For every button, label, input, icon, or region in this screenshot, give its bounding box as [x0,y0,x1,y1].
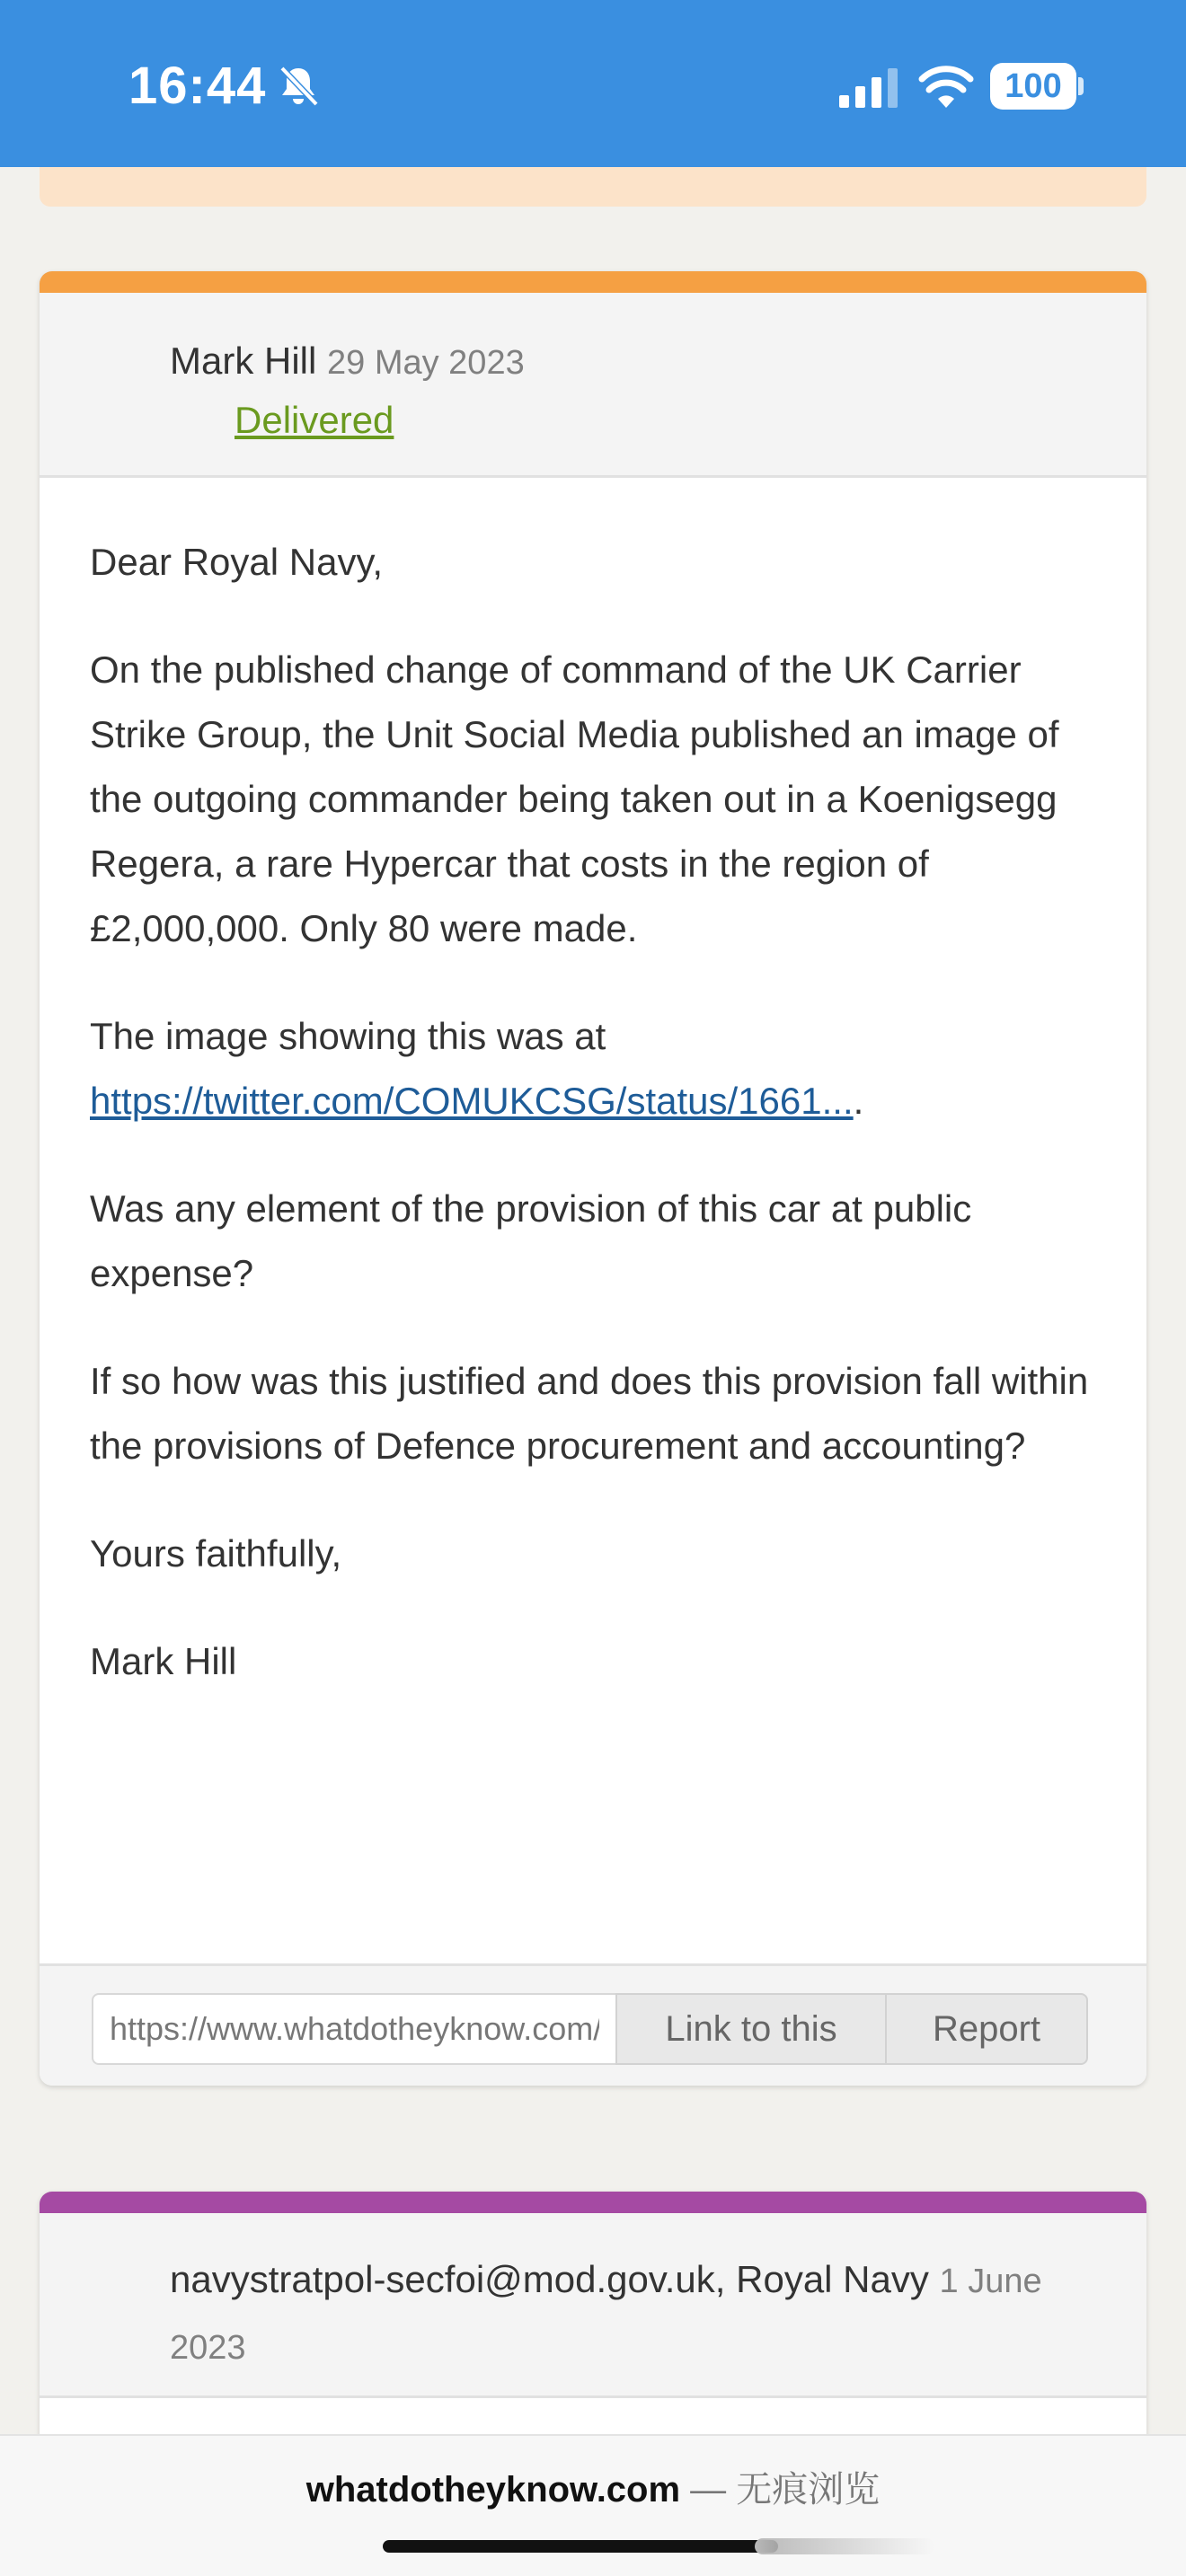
body-paragraph: If so how was this justified and does this provision fall within the provisions of Defence procurement and accounting? [90,1360,1089,1467]
wifi-icon [918,63,974,110]
message-actions [40,1963,1146,2086]
body-paragraph-link [90,1004,1096,1134]
closing: Yours faithfully, [90,1532,342,1575]
notice-strip [40,167,1146,207]
battery-icon: 100 [990,63,1076,110]
browser-address-bar[interactable] [0,2434,1186,2576]
sender-name[interactable]: navystratpol-secfoi@mod.gov.uk, Royal Navy [170,2258,929,2300]
private-mode-label: — 无痕浏览 [680,2470,881,2510]
delivery-status-link[interactable]: Delivered [235,399,394,441]
bell-slash-icon [275,63,322,110]
sender-name[interactable]: Mark Hill [170,340,317,382]
link-intro: The image showing this was at [90,1015,606,1057]
status-time: 16:44 [128,57,267,115]
body-paragraph: Was any element of the provision of this car at public expense? [90,1187,972,1294]
greeting: Dear Royal Navy, [90,541,383,583]
twitter-link[interactable]: https://twitter.com/COMUKCSG/status/1661... [90,1080,854,1122]
url-display[interactable] [0,2461,1186,2512]
message-header [40,293,1146,478]
link-end: . [853,1080,864,1122]
request-message-card [40,271,1146,2086]
signature: Mark Hill [90,1640,237,1682]
url-domain: whatdotheyknow.com [305,2470,681,2510]
message-body [40,478,1146,1963]
status-bar [0,0,1186,167]
link-to-this-button[interactable]: Link to this [615,1993,885,2065]
cellular-signal-icon [839,68,900,108]
message-date: 29 May 2023 [327,344,525,382]
message-header [40,2213,1146,2398]
body-paragraph: On the published change of command of the UK Carrier Strike Group, the Unit Social Media published an image of the outgoing commander being taken out in a Koenigsegg Regera, a rare Hypercar that costs in the region of £2,000,000. Only 80 were made. [90,648,1059,949]
report-button[interactable]: Report [885,1993,1088,2065]
home-indicator[interactable] [383,2540,778,2553]
home-indicator-fade [755,2538,934,2554]
permalink-field[interactable] [92,1993,615,2065]
battery-nub [1078,77,1084,95]
message-date: 1 June 2023 [170,2263,1042,2367]
